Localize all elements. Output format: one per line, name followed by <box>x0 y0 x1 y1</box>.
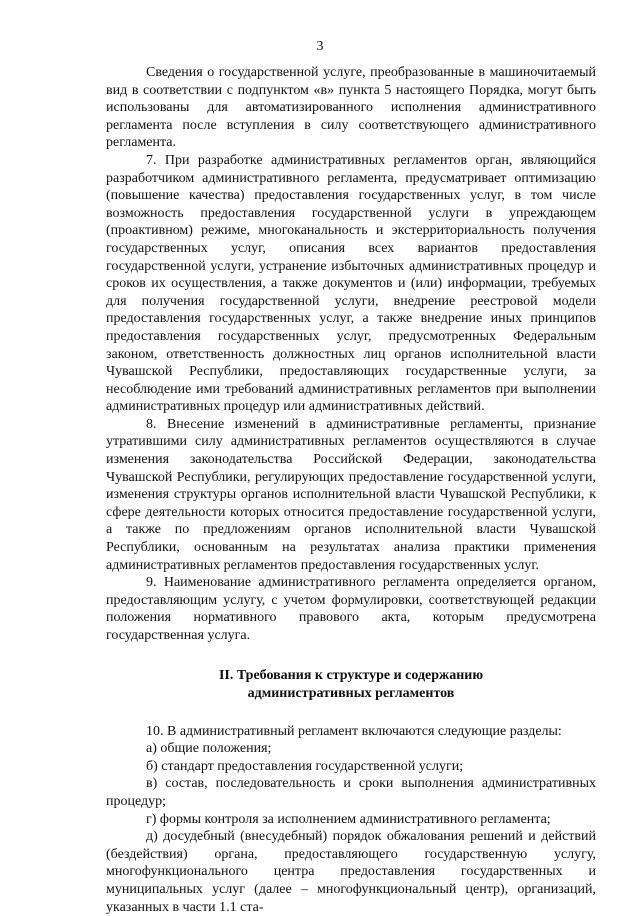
list-item-d: д) досудебный (внесудебный) порядок обжалования решений и действий (бездействия) органа, предоставляющего государственную услугу, многофункционального центра предоставления государственных и муниципальных услуг (далее – многофункциональный центр), организаций, указанных в части 1.1 ста- <box>106 829 596 915</box>
section-heading-line-2: административных регламентов <box>247 685 455 701</box>
list-item-b: б) стандарт предоставления государственной услуги; <box>146 758 464 774</box>
document-body <box>106 64 596 916</box>
section-heading-line-1: II. Требования к структуре и содержанию <box>218 667 484 683</box>
paragraph-machine-readable: Сведения о государственной услуге, преобразованные в машиночитаемый вид в соответствии с подпунктом «в» пункта 5 настоящего Порядка, могут быть использованы для автоматизированного исполнения административного регламента после вступления в силу соответствующего административного регламента. <box>106 65 596 151</box>
list-item-a: а) общие положения; <box>146 741 272 757</box>
page-number: 3 <box>316 39 324 54</box>
section-heading <box>106 667 596 703</box>
paragraph-8: 8. Внесение изменений в административные регламенты, признание утратившими силу административных регламентов осуществляются в случае изменения законодательства Российской Федерации, законодательства Чувашской Республики, регулирующих предоставление государственной услуги, изменения структуры органов исполнительной власти Чувашской Республики, к сфере деятельности которых относится предоставление государственной услуги, а также по предложениям органов исполнительной власти Чувашской Республики, основанным на результатах анализа практики применения административных регламентов предоставления государственных услуг. <box>106 416 596 573</box>
paragraph-7: 7. При разработке административных регламентов орган, являющийся разработчиком административного регламента, предусматривает оптимизацию (повышение качества) предоставления государственных услуг, в том числе возможность предоставления государственной услуги в упреждающем (проактивном) режиме, многоканальность и экстерриториальность получения государственных услуг, описания всех вариантов предоставления государственной услуги, устранение избыточных административных процедур и сроков их осуществления, а также документов и (или) информации, требуемых для получения государственной услуги, внедрение реестровой модели предоставления государственных услуг, а также внедрение иных принципов предоставления государственных услуг, предусмотренных Федеральным законом, ответственность должностных лиц органов исполнительной власти Чувашской Республики, предоставляющих государственные услуги, за несоблюдение ими требований административных регламентов при выполнении административных процедур или административных действий. <box>106 152 596 415</box>
paragraph-9: 9. Наименование административного регламента определяется органом, предоставляющим услугу, с учетом формулировки, соответствующей редакции положения нормативного правового акта, которым предусмотрена государственная услуга. <box>106 575 596 643</box>
list-item-v: в) состав, последовательность и сроки выполнения административных процедур; <box>106 776 596 809</box>
paragraph-10: 10. В административный регламент включаются следующие разделы: <box>146 723 562 739</box>
list-item-g: г) формы контроля за исполнением административного регламента; <box>146 811 551 827</box>
